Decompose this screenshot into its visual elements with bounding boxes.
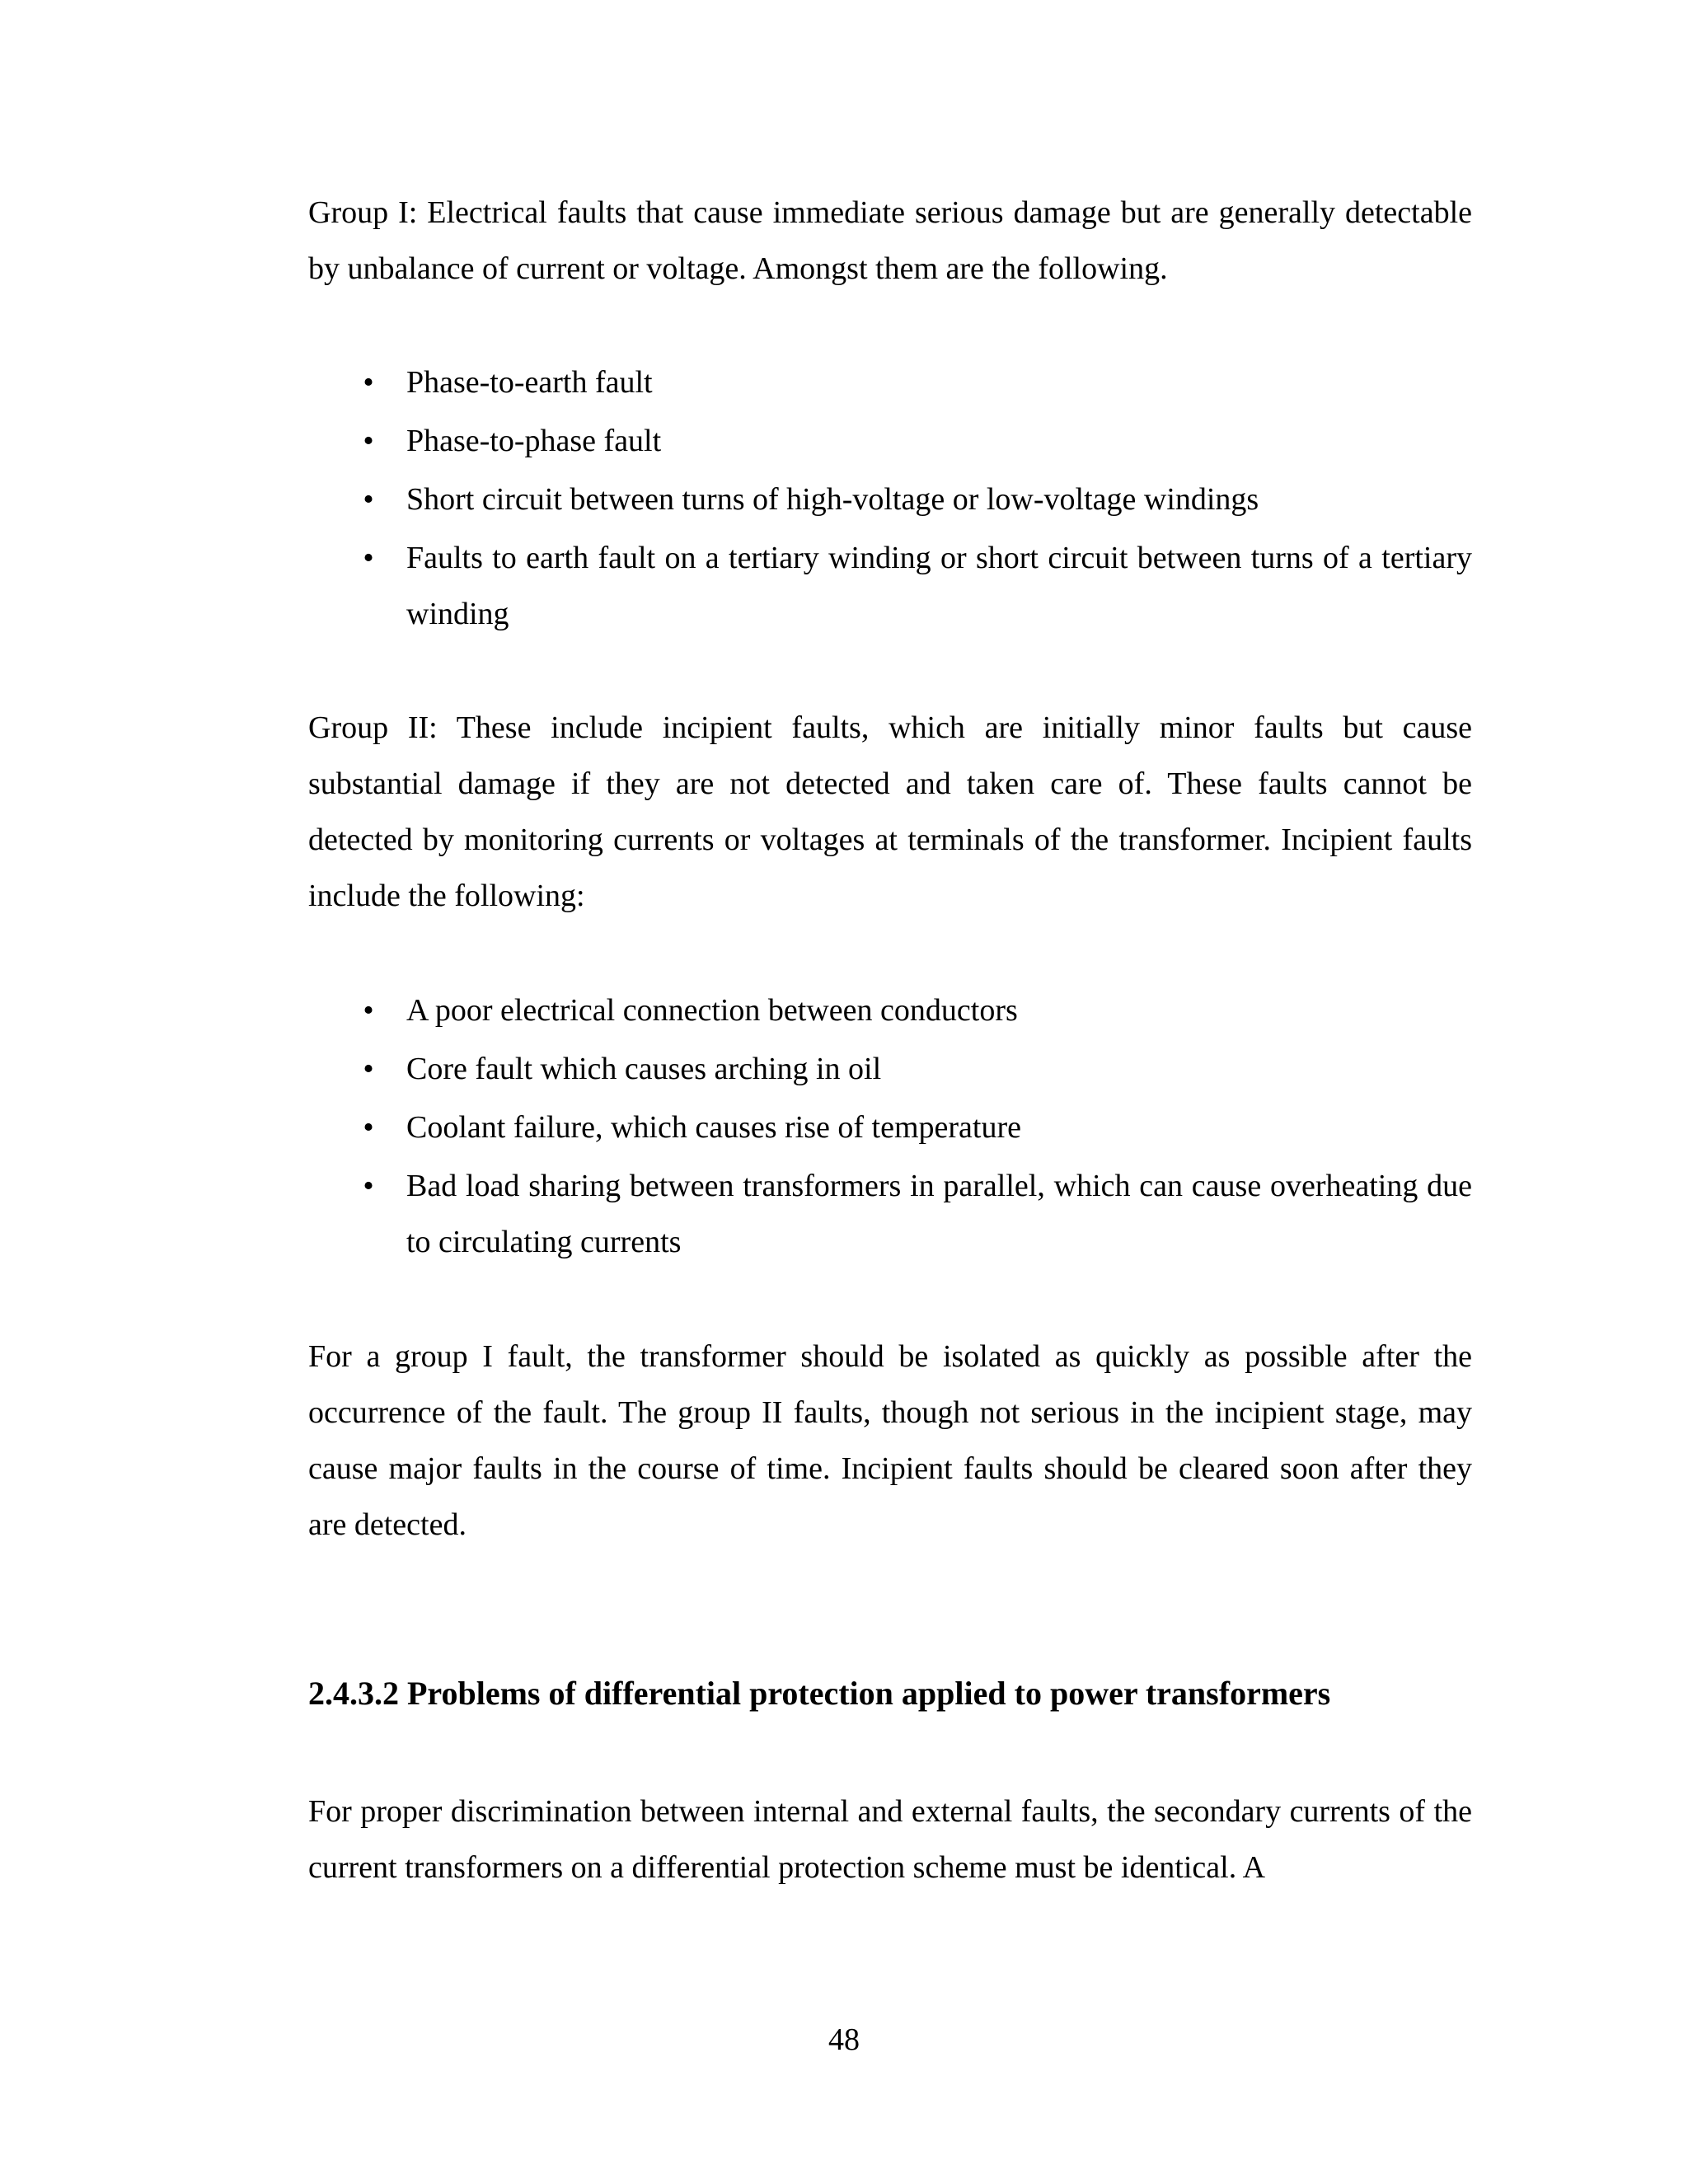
list-item-text: Short circuit between turns of high-voltage or low-voltage windings [406,482,1259,517]
bullet-icon: • [363,424,374,458]
bullet-icon: • [363,993,374,1028]
page-number: 48 [828,2022,860,2057]
section-heading: 2.4.3.2 Problems of differential protection applied to power transformers [308,1675,1331,1712]
group1-fault-list [308,354,1472,644]
list-item-text: Phase-to-phase fault [406,424,662,458]
bullet-icon: • [363,1169,374,1203]
bullet-icon: • [363,482,374,517]
list-item [308,413,1472,469]
list-item [308,354,1472,410]
bullet-icon: • [363,1052,374,1086]
list-item-text: Faults to earth fault on a tertiary winding or short circuit between turns of a tertiary winding [406,541,1472,631]
bullet-icon: • [363,541,374,575]
list-item [308,1158,1472,1270]
group2-fault-list [308,982,1472,1272]
list-item [308,982,1472,1038]
bullet-icon: • [363,1110,374,1145]
list-item [308,1099,1472,1155]
list-item-text: Coolant failure, which causes rise of temperature [406,1110,1021,1145]
group2-intro-paragraph: Group II: These include incipient faults, which are initially minor faults but cause substantial damage if they are not detected and taken care of. These faults cannot be detected by monitoring currents or voltages at terminals of the transformer. Incipient faults include the following: [308,710,1472,913]
list-item-text: Phase-to-earth fault [406,365,653,400]
list-item-text: A poor electrical connection between conductors [406,993,1018,1028]
list-item [308,1041,1472,1097]
section-body-paragraph: For proper discrimination between internal and external faults, the secondary currents of the current transformers on a differential protection scheme must be identical. A [308,1794,1472,1885]
list-item [308,471,1472,527]
list-item-text: Bad load sharing between transformers in parallel, which can cause overheating due to circulating currents [406,1169,1472,1259]
group1-intro-paragraph: Group I: Electrical faults that cause immediate serious damage but are generally detectable by unbalance of current or voltage. Amongst them are the following. [308,195,1472,286]
summary-paragraph: For a group I fault, the transformer should be isolated as quickly as possible after the occurrence of the fault. The group II faults, though not serious in the incipient stage, may cause major faults in the course of time. Incipient faults should be cleared soon after they are detected. [308,1339,1472,1542]
list-item [308,530,1472,642]
bullet-icon: • [363,365,374,400]
list-item-text: Core fault which causes arching in oil [406,1052,882,1086]
